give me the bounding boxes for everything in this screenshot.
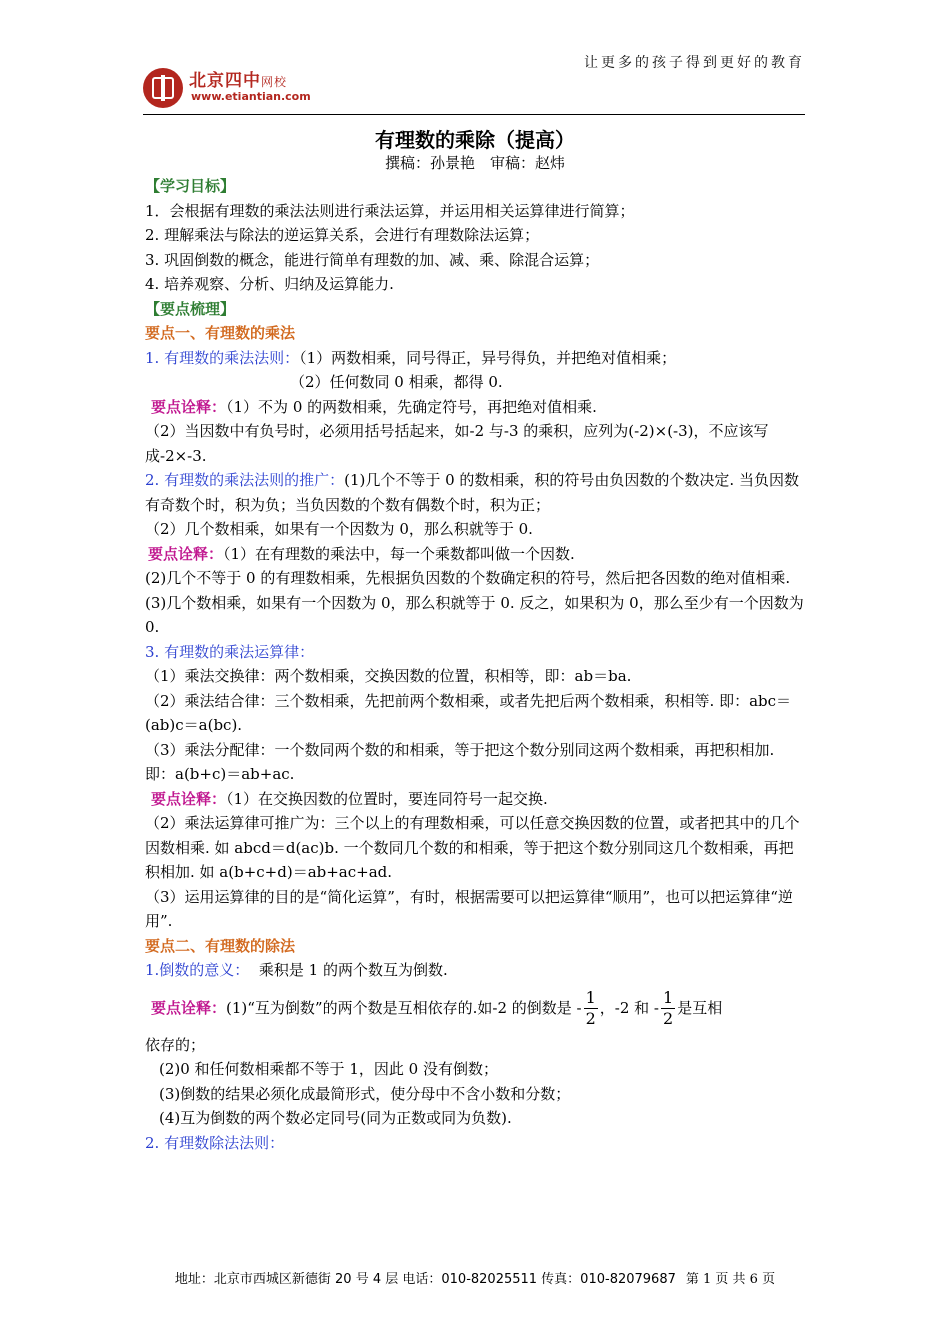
note2-line-b: (2)几个不等于 0 的有理数相乘，先根据负因数的个数确定积的符号，然后把各因数的绝对值相乘. bbox=[145, 569, 791, 587]
note-label: 要点诠释： bbox=[148, 544, 224, 563]
note-label: 要点诠释： bbox=[151, 397, 227, 416]
goal-item: 1．会根据有理数的乘法法则进行乘法运算，并运用相关运算律进行简算； bbox=[145, 201, 635, 220]
division-rule-label: 2. 有理数除法法则： bbox=[145, 1133, 285, 1152]
goal-item: 4. 培养观察、分析、归纳及运算能力. bbox=[145, 275, 394, 293]
point2-heading: 要点二、有理数的除法 bbox=[145, 936, 296, 955]
goals-heading: 【学习目标】 bbox=[145, 177, 236, 195]
rule3-label: 3. 有理数的乘法运算律： bbox=[145, 642, 315, 661]
rule2-line: 2. 有理数的乘法法则的推广：(1)几个不等于 0 的数相乘，积的符号由负因数的个数决定. 当负因数有奇数个时，积为负；当负因数的个数有偶数个时，积为正； bbox=[145, 471, 799, 514]
logo-name: 北京四中网校 bbox=[189, 71, 288, 91]
reciprocal-line: 1.倒数的意义： 乘积是 1 的两个数互为倒数. bbox=[145, 961, 448, 979]
rule2-line-b: （2）几个数相乘，如果有一个因数为 0，那么积就等于 0. bbox=[145, 520, 533, 538]
note2-line: 要点诠释：（1）在有理数的乘法中，每一个乘数都叫做一个因数. bbox=[148, 544, 575, 563]
school-logo bbox=[143, 66, 333, 114]
rule1-line: 1. 有理数的乘法法则：（1）两数相乘，同号得正，异号得负，并把绝对值相乘； bbox=[145, 348, 677, 367]
document-title: 有理数的乘除（提高） bbox=[375, 128, 575, 152]
logo-url: www.etiantian.com bbox=[191, 90, 311, 103]
note4-line: 要点诠释：(1)“互为倒数”的两个数是互相依存的.如-2 的倒数是 - $\frac{1}{2}$ ，-2 和 - $\frac{1}{2}$ 是互相 bbox=[151, 988, 723, 1028]
note2-line-c: (3)几个数相乘，如果有一个因数为 0，那么积就等于 0. 反之，如果积为 0，那么至少有一个因数为 0. bbox=[145, 593, 804, 636]
note3-line-c: （3）运用运算律的目的是“简化运算”，有时，根据需要可以把运算律“顺用”，也可以把运算律“逆用”. bbox=[145, 887, 793, 930]
document-authors: 撰稿：孙景艳 审稿：赵炜 bbox=[384, 154, 565, 172]
rule1-label: 1. 有理数的乘法法则： bbox=[145, 348, 300, 367]
reciprocal-label: 1.倒数的意义： bbox=[145, 961, 250, 979]
goal-item: 2. 理解乘法与除法的逆运算关系，会进行有理数除法运算； bbox=[145, 226, 540, 244]
page-number: 第 1 页 共 6 页 bbox=[685, 1272, 776, 1287]
rule2-label: 2. 有理数的乘法法则的推广： bbox=[145, 471, 345, 489]
note1-line: 要点诠释：（1）不为 0 的两数相乘，先确定符号，再把绝对值相乘. bbox=[151, 397, 597, 416]
logo-emblem-icon bbox=[143, 68, 183, 108]
page-footer bbox=[0, 1268, 950, 1287]
footer-address: 地址：北京市西城区新德街 20 号 4 层 电话：010-82025511 传真：010-82079687 bbox=[174, 1272, 676, 1287]
fraction-one-half: $\frac{1}{2}$ bbox=[585, 988, 596, 1028]
rule3-line-a: （1）乘法交换律：两个数相乘，交换因数的位置，积相等，即：ab＝ba. bbox=[145, 667, 632, 685]
note-label: 要点诠释： bbox=[151, 998, 227, 1017]
note4-line-d: (4)互为倒数的两个数必定同号(同为正数或同为负数). bbox=[159, 1109, 512, 1127]
note1-line-b: （2）当因数中有负号时，必须用括号括起来，如-2 与-3 的乘积，应列为(-2)×(-3)，不应该写成-2×-3. bbox=[145, 422, 769, 465]
rule3-line-c: （3）乘法分配律：一个数同两个数的和相乘，等于把这个数分别同这两个数相乘，再把积相加. 即：a(b+c)＝ab+ac. bbox=[145, 740, 775, 783]
note-label: 要点诠释： bbox=[151, 789, 227, 808]
points-heading: 【要点梳理】 bbox=[145, 299, 236, 318]
note4-line-cont: 依存的； bbox=[145, 1035, 206, 1054]
point1-heading: 要点一、有理数的乘法 bbox=[145, 324, 296, 342]
fraction-one-half: $\frac{1}{2}$ bbox=[663, 988, 674, 1028]
note3-line: 要点诠释：（1）在交换因数的位置时，要连同符号一起交换. bbox=[151, 789, 548, 808]
rule3-line-b: （2）乘法结合律：三个数相乘，先把前两个数相乘，或者先把后两个数相乘，积相等. 即：abc＝(ab)c＝a(bc). bbox=[145, 691, 792, 734]
rule1-line-b: （2）任何数同 0 相乘，都得 0. bbox=[290, 373, 503, 391]
goal-item: 3. 巩固倒数的概念，能进行简单有理数的加、减、乘、除混合运算； bbox=[145, 250, 600, 269]
header-divider bbox=[143, 114, 805, 115]
note3-line-b: （2）乘法运算律可推广为：三个以上的有理数相乘，可以任意交换因数的位置，或者把其中的几个因数相乘. 如 abcd＝d(ac)b. 一个数同几个数的和相乘，等于把这个数分别同这几个数相乘，再把积相加. 如 a(b+c+d)＝ab+ac+ad. bbox=[145, 814, 800, 881]
header-slogan: 让更多的孩子得到更好的教育 bbox=[584, 55, 805, 71]
document-body bbox=[145, 174, 807, 1155]
note4-line-c: (3)倒数的结果必须化成最简形式，使分母中不含小数和分数； bbox=[159, 1084, 571, 1103]
note4-line-b: (2)0 和任何数相乘都不等于 1，因此 0 没有倒数； bbox=[159, 1060, 498, 1078]
